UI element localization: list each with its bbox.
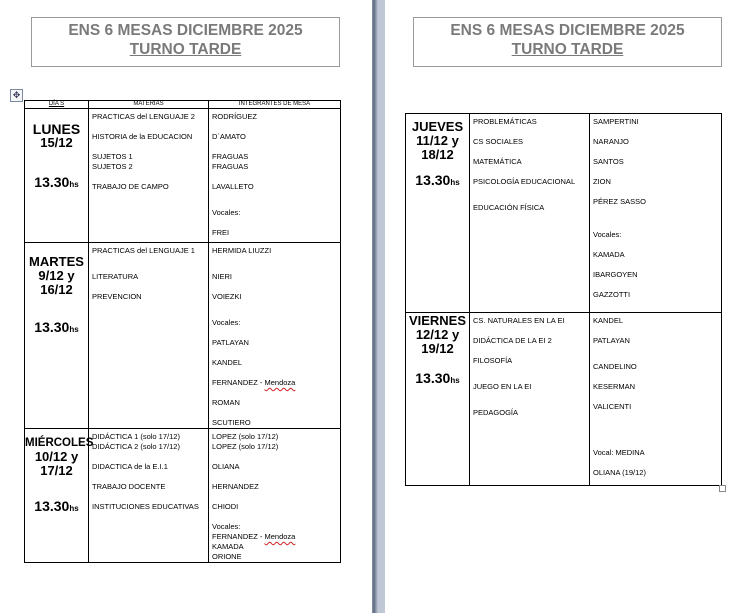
integrante-item: FREI <box>212 228 230 237</box>
integrante-item: KANDEL <box>212 358 243 367</box>
integrante-item: KAMADA <box>593 250 625 259</box>
materia-item: HISTORIA de la EDUCACION <box>92 132 193 141</box>
integrante-item: KESERMAN <box>593 382 636 391</box>
day-cell <box>25 109 89 243</box>
day-time: 13.30hs <box>34 498 79 514</box>
integrante-item: HERNANDEZ <box>212 482 259 491</box>
materias-cell <box>89 109 209 243</box>
vocales-label: Vocal: MEDINA <box>593 448 645 457</box>
day-date: 17/12 <box>40 463 73 478</box>
header-title: ENS 6 MESAS DICIEMBRE 2025 <box>68 22 303 39</box>
left-header-box <box>31 17 340 67</box>
integrante-item: OLIANA <box>212 462 240 471</box>
materia-item: INSTITUCIONES EDUCATIVAS <box>92 502 199 511</box>
table-header-row <box>25 101 341 109</box>
materia-item: CS. NATURALES EN LA EI <box>473 316 565 325</box>
day-cell <box>406 313 470 486</box>
header-subtitle: TURNO TARDE <box>511 41 624 58</box>
table-row-jueves <box>406 114 722 313</box>
integrante-item: CANDELINO <box>593 362 637 371</box>
integrante-item: ZION <box>593 177 611 186</box>
day-cell <box>406 114 470 313</box>
integrante-item: PATLAYAN <box>212 338 249 347</box>
left-schedule-table <box>24 100 341 563</box>
integrantes-cell <box>209 429 341 563</box>
materia-item: MATEMÁTICA <box>473 157 522 166</box>
integrante-item: OLIANA (19/12) <box>593 468 646 477</box>
page-gutter <box>372 0 385 613</box>
day-name: MIÉRCOLES <box>25 437 94 449</box>
table-row-viernes <box>406 313 722 486</box>
day-date: 12/12 y <box>415 327 460 342</box>
materia-item: LITERATURA <box>92 272 139 281</box>
move-icon[interactable]: ✥ <box>10 89 23 102</box>
materia-item: PSICOLOGÍA EDUCACIONAL <box>473 177 576 186</box>
integrante-item: PATLAYAN <box>593 336 630 345</box>
vocales-label: Vocales: <box>212 208 241 217</box>
integrante-item: SCUTIERO <box>212 418 251 427</box>
integrante-item: LOPEZ (solo 17/12) <box>212 432 279 441</box>
integrante-item: IBARGOYEN <box>593 270 638 279</box>
day-date: 9/12 y <box>38 268 75 283</box>
integrante-item: VOIEZKI <box>212 292 242 301</box>
integrantes-cell <box>209 243 341 429</box>
integrante-item: FRAGUAS <box>212 152 249 161</box>
day-name: MARTES <box>29 254 84 269</box>
integrante-item: LAVALLETO <box>212 182 254 191</box>
materias-cell <box>89 429 209 563</box>
materia-item: PREVENCION <box>92 292 142 301</box>
integrante-item: HERMIDA LIUZZI <box>212 246 272 255</box>
day-cell <box>25 429 94 563</box>
materia-item: DIDÁCTICA 1 (solo 17/12) <box>92 432 180 441</box>
materias-cell <box>470 114 590 313</box>
day-time: 13.30hs <box>34 319 79 335</box>
materia-item: FILOSOFÍA <box>473 356 513 365</box>
materia-item: PEDAGOGÍA <box>473 408 519 417</box>
integrante-item: LOPEZ (solo 17/12) <box>212 442 279 451</box>
integrante-item: GAZZOTTI <box>593 290 631 299</box>
integrante-item: KAMADA <box>212 542 244 551</box>
day-date: 10/12 y <box>34 449 79 464</box>
page-right <box>385 0 747 613</box>
integrante-item: FRAGUAS <box>212 162 249 171</box>
column-header-dias: DÍA S <box>25 101 89 109</box>
spell-error-word[interactable]: Mendoza <box>264 532 296 541</box>
materias-cell <box>89 243 209 429</box>
integrante-item: ROMAN <box>212 398 240 407</box>
integrante-item: D´AMATO <box>212 132 246 141</box>
table-row-lunes <box>25 109 341 243</box>
integrante-item: KANDEL <box>593 316 624 325</box>
integrante-item: NARANJO <box>593 137 629 146</box>
day-name: LUNES <box>32 121 81 137</box>
day-name: VIERNES <box>408 313 467 328</box>
materia-item: SUJETOS 1 <box>92 152 133 161</box>
integrantes-cell <box>209 109 341 243</box>
header-subtitle: TURNO TARDE <box>129 41 242 58</box>
materia-item: PRACTICAS del LENGUAJE 1 <box>92 246 195 255</box>
integrante-item: FERNANDEZ - Mendoza <box>212 532 296 541</box>
header-title: ENS 6 MESAS DICIEMBRE 2025 <box>450 22 685 39</box>
integrante-item: SAMPERTINI <box>593 117 639 126</box>
right-header-box <box>413 17 722 67</box>
materia-item: PRACTICAS del LENGUAJE 2 <box>92 112 195 121</box>
vocales-label: Vocales: <box>212 522 241 531</box>
day-date: 18/12 <box>421 147 454 162</box>
materia-item: TRABAJO DOCENTE <box>92 482 166 491</box>
integrante-item: CHIODI <box>212 502 239 511</box>
right-schedule-table <box>405 113 722 486</box>
integrante-item: PÉREZ SASSO <box>593 197 646 206</box>
day-time: 13.30hs <box>34 174 79 190</box>
materia-item: TRABAJO DE CAMPO <box>92 182 169 191</box>
integrante-item: ORIONE <box>212 552 242 561</box>
day-date: 16/12 <box>40 282 73 297</box>
table-row-miercoles <box>25 429 341 563</box>
day-cell <box>25 243 89 429</box>
materia-item: DIDACTICA de la E.I.1 <box>92 462 168 471</box>
integrante-item: SANTOS <box>593 157 624 166</box>
column-header-materias: MATERIAS <box>89 101 209 109</box>
resize-handle-icon[interactable] <box>719 485 726 492</box>
materia-item: EDUCACIÓN FÍSICA <box>473 203 545 212</box>
materia-item: PROBLEMÁTICAS <box>473 117 537 126</box>
integrantes-cell <box>590 313 722 486</box>
integrantes-cell <box>590 114 722 313</box>
materias-cell <box>470 313 590 486</box>
integrante-item: VALICENTI <box>593 402 632 411</box>
day-date: 19/12 <box>421 341 454 356</box>
vocales-label: Vocales: <box>593 230 622 239</box>
integrante-item: RODRÍGUEZ <box>212 112 257 121</box>
materia-item: DIDÁCTICA 2 (solo 17/12) <box>92 442 180 451</box>
table-row-martes <box>25 243 341 429</box>
day-time: 13.30hs <box>415 172 460 188</box>
day-date: 11/12 y <box>416 133 459 148</box>
vocales-label: Vocales: <box>212 318 241 327</box>
integrante-item: FERNANDEZ - Mendoza <box>212 378 296 387</box>
column-header-integrantes: INTEGRANTES DE MESA <box>209 101 341 109</box>
spell-error-word[interactable]: Mendoza <box>264 378 296 387</box>
materia-item: JUEGO EN LA EI <box>473 382 532 391</box>
materia-item: CS SOCIALES <box>473 137 524 146</box>
day-name: JUEVES <box>411 119 464 134</box>
day-date: 15/12 <box>40 135 73 150</box>
day-time: 13.30hs <box>415 370 460 386</box>
materia-item: SUJETOS 2 <box>92 162 133 171</box>
page-left <box>0 0 372 613</box>
materia-item: DIDÁCTICA DE LA EI 2 <box>473 336 552 345</box>
integrante-item: NIERI <box>212 272 233 281</box>
